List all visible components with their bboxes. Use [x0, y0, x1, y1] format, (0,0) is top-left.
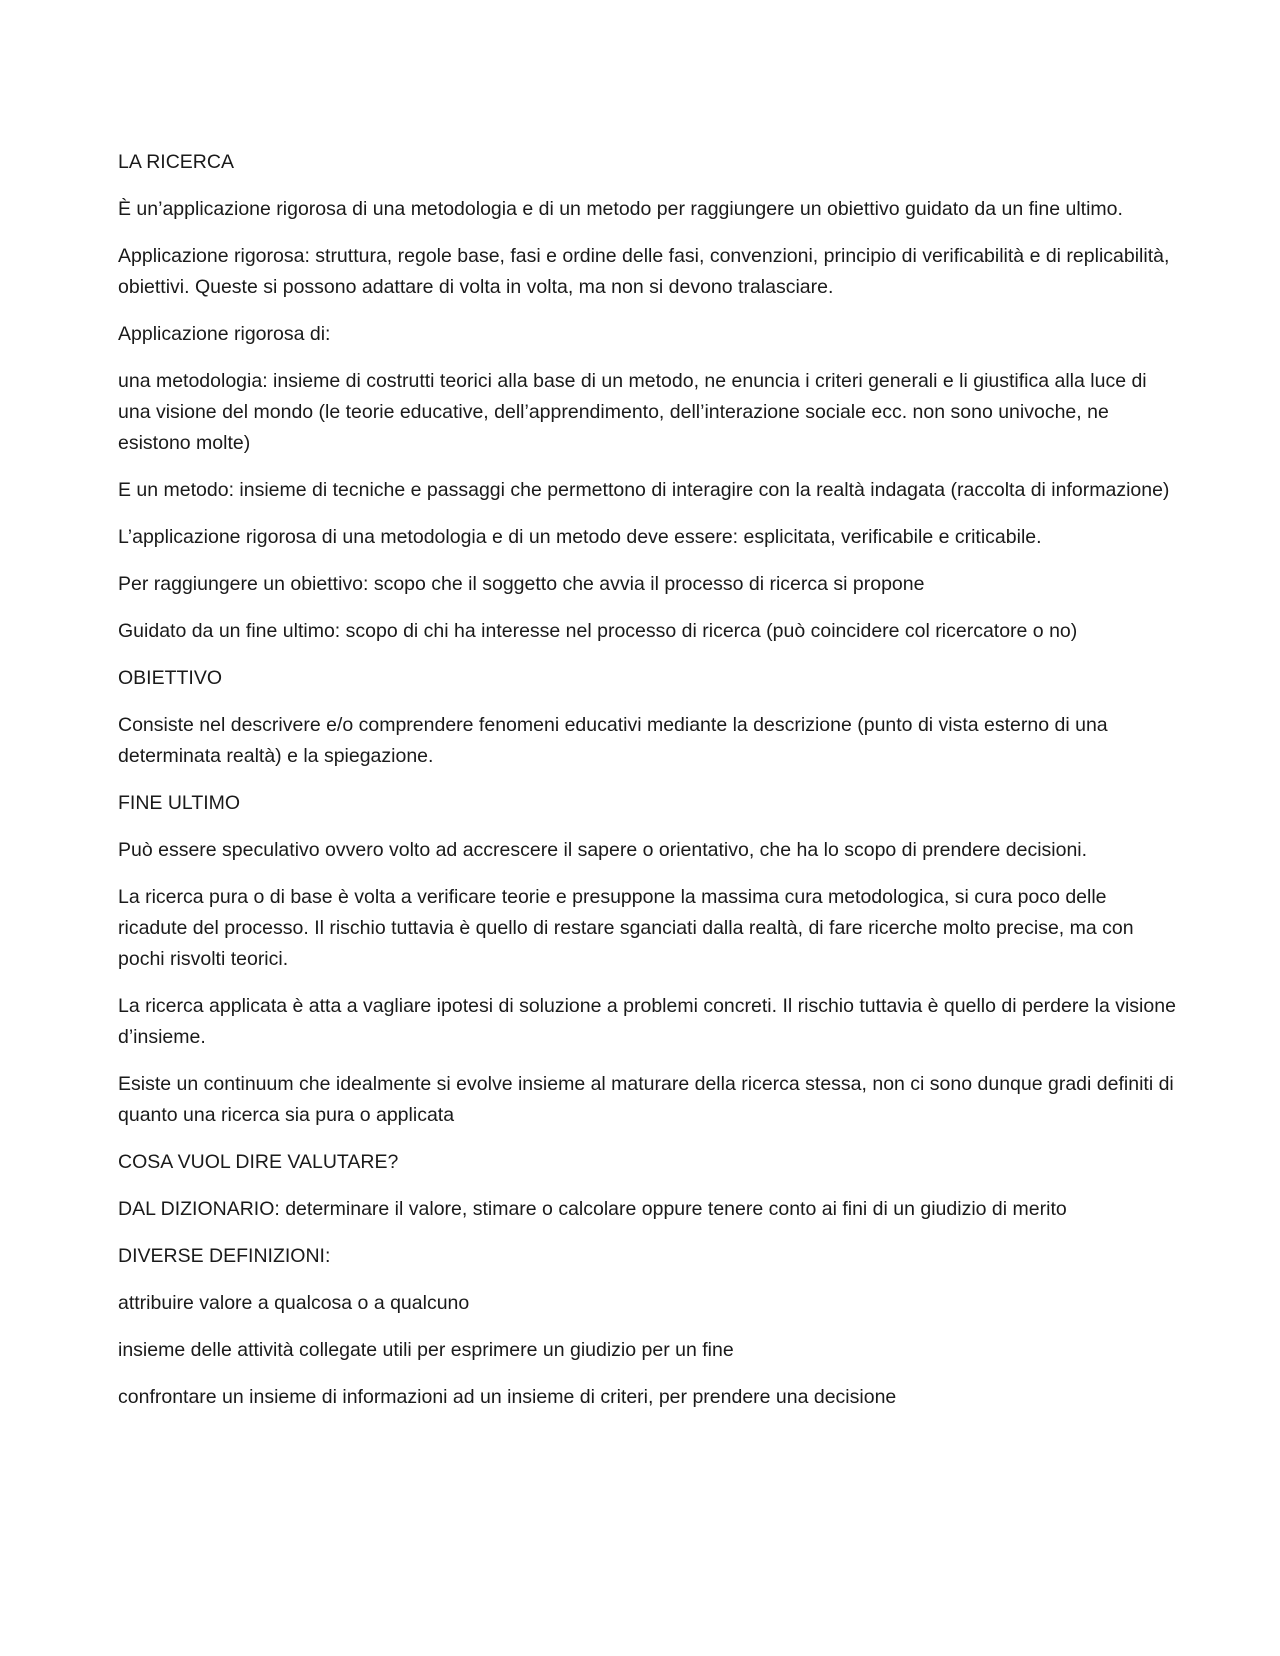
- paragraph-applicazione-rigorosa: Applicazione rigorosa: struttura, regole base, fasi e ordine delle fasi, convenzioni, principio di verificabilità e di replicabilità, obiettivi. Queste si possono adattare di volta in volta, ma non si devono tralasciare.: [118, 245, 1170, 298]
- paragraph-ricerca-pura: La ricerca pura o di base è volta a verificare teorie e presuppone la massima cura metodologica, si cura poco delle ricadute del processo. Il rischio tuttavia è quello di restare sganciati dalla realtà, di fare ricerche molto precise, ma con pochi risvolti teorici.: [118, 886, 1134, 970]
- paragraph-ricerca-applicata: La ricerca applicata è atta a vagliare ipotesi di soluzione a problemi concreti. Il rischio tuttavia è quello di perdere la visione d’insieme.: [118, 995, 1176, 1048]
- paragraph-obiettivo-def: Per raggiungere un obiettivo: scopo che il soggetto che avvia il processo di ricerca si propone: [118, 573, 925, 595]
- paragraph-definition: È un’applicazione rigorosa di una metodologia e di un metodo per raggiungere un obiettivo guidato da un fine ultimo.: [118, 198, 1123, 220]
- paragraph-definition-1: attribuire valore a qualcosa o a qualcuno: [118, 1292, 470, 1314]
- heading-valutare: COSA VUOL DIRE VALUTARE?: [118, 1151, 399, 1173]
- paragraph-dizionario: DAL DIZIONARIO: determinare il valore, stimare o calcolare oppure tenere conto ai fini di un giudizio di merito: [118, 1198, 1067, 1220]
- paragraph-fine-ultimo-def: Guidato da un fine ultimo: scopo di chi ha interesse nel processo di ricerca (può coincidere col ricercatore o no): [118, 620, 1078, 642]
- heading-diverse-definizioni: DIVERSE DEFINIZIONI:: [118, 1245, 331, 1267]
- document-page: [118, 147, 1178, 1429]
- paragraph-continuum: Esiste un continuum che idealmente si evolve insieme al maturare della ricerca stessa, non ci sono dunque gradi definiti di quanto una ricerca sia pura o applicata: [118, 1073, 1174, 1126]
- paragraph-consiste: Consiste nel descrivere e/o comprendere fenomeni educativi mediante la descrizione (punto di vista esterno di una determinata realtà) e la spiegazione.: [118, 714, 1108, 767]
- paragraph-metodo: E un metodo: insieme di tecniche e passaggi che permettono di interagire con la realtà indagata (raccolta di informazione): [118, 479, 1170, 501]
- heading-obiettivo: OBIETTIVO: [118, 667, 223, 689]
- heading-la-ricerca: LA RICERCA: [118, 151, 234, 173]
- paragraph-metodologia: una metodologia: insieme di costrutti teorici alla base di un metodo, ne enuncia i criteri generali e li giustifica alla luce di una visione del mondo (le teorie educative, dell’apprendimento, dell’interazione sociale ecc. non sono univoche, ne esistono molte): [118, 370, 1147, 454]
- heading-fine-ultimo: FINE ULTIMO: [118, 792, 241, 814]
- paragraph-definition-3: confrontare un insieme di informazioni ad un insieme di criteri, per prendere una decisione: [118, 1386, 897, 1408]
- paragraph-definition-2: insieme delle attività collegate utili per esprimere un giudizio per un fine: [118, 1339, 734, 1361]
- paragraph-speculativo: Può essere speculativo ovvero volto ad accrescere il sapere o orientativo, che ha lo scopo di prendere decisioni.: [118, 839, 1088, 861]
- paragraph-applicazione-rigorosa-di: Applicazione rigorosa di:: [118, 323, 331, 345]
- paragraph-esplicitata: L’applicazione rigorosa di una metodologia e di un metodo deve essere: esplicitata, verificabile e criticabile.: [118, 526, 1042, 548]
